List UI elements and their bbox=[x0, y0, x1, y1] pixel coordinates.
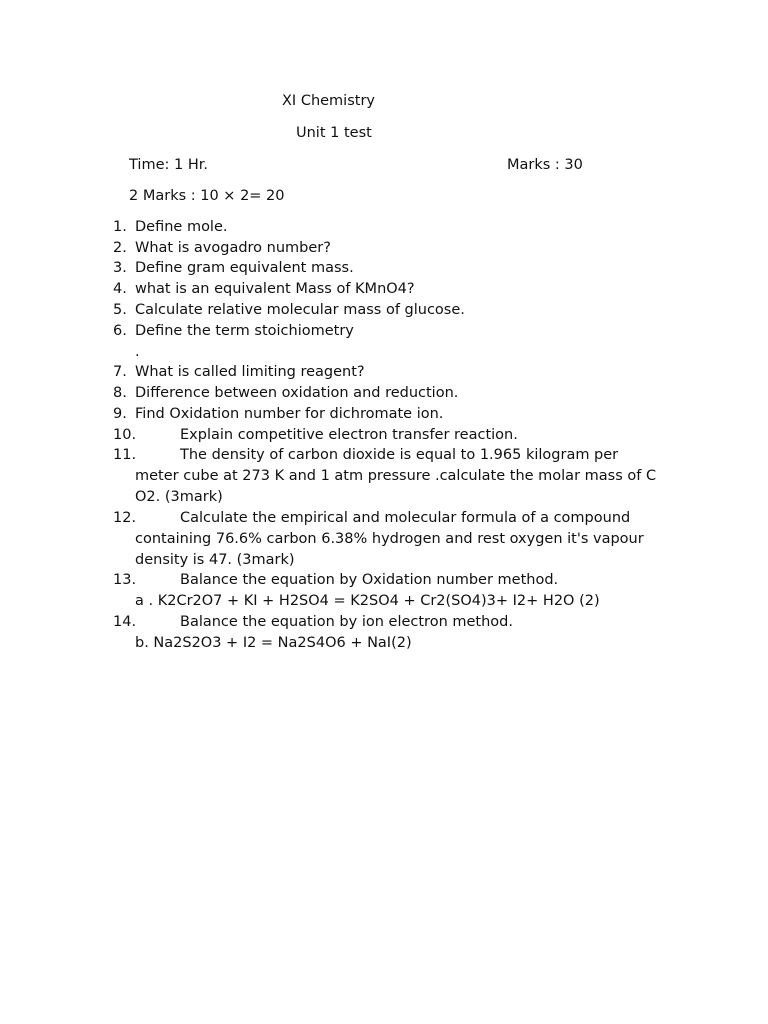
equation-text: a . K2Cr2O7 + KI + H2SO4 = K2SO4 + Cr2(SO4)3+ I2+ H2O (2) bbox=[135, 592, 600, 609]
marks-label: Marks : 30 bbox=[507, 157, 583, 173]
question-text: Calculate the empirical and molecular formula of a compound bbox=[180, 510, 631, 526]
question-text-continuation: meter cube at 273 K and 1 atm pressure .calculate the molar mass of C bbox=[135, 467, 657, 484]
question-number: 10. bbox=[113, 427, 137, 443]
question-text: what is an equivalent Mass of KMnO4? bbox=[135, 281, 415, 297]
question-item bbox=[113, 321, 693, 363]
question-number: 9. bbox=[113, 406, 127, 422]
question-item bbox=[113, 300, 693, 321]
question-number: 2. bbox=[113, 240, 127, 256]
question-text-continuation: O2. (3mark) bbox=[135, 488, 223, 505]
question-number: 3. bbox=[113, 260, 127, 276]
question-text: The density of carbon dioxide is equal to 1.965 kilogram per bbox=[180, 447, 619, 463]
question-text: Balance the equation by ion electron method. bbox=[180, 614, 513, 630]
question-text: Explain competitive electron transfer reaction. bbox=[180, 427, 518, 443]
question-number: 1. bbox=[113, 219, 127, 235]
question-text-continuation: containing 76.6% carbon 6.38% hydrogen and rest oxygen it's vapour bbox=[135, 530, 644, 547]
document-title: XI Chemistry bbox=[282, 93, 375, 109]
question-item bbox=[113, 425, 693, 446]
question-item bbox=[113, 362, 693, 383]
question-item bbox=[113, 279, 693, 300]
question-text: Define mole. bbox=[135, 219, 228, 235]
question-number: 11. bbox=[113, 447, 137, 463]
question-number: 4. bbox=[113, 281, 127, 297]
question-text: Define the term stoichiometry bbox=[135, 323, 354, 339]
question-item bbox=[113, 570, 693, 612]
question-text: Balance the equation by Oxidation number method. bbox=[180, 572, 559, 588]
question-text: What is called limiting reagent? bbox=[135, 364, 365, 380]
question-number: 8. bbox=[113, 385, 127, 401]
question-number: 5. bbox=[113, 302, 127, 318]
question-number: 14. bbox=[113, 614, 137, 630]
question-text-continuation: density is 47. (3mark) bbox=[135, 551, 295, 568]
question-text-continuation: . bbox=[135, 343, 140, 360]
question-item bbox=[113, 258, 693, 279]
question-item bbox=[113, 217, 693, 238]
question-item bbox=[113, 383, 693, 404]
time-label: Time: 1 Hr. bbox=[129, 157, 208, 173]
question-item bbox=[113, 238, 693, 259]
question-number: 6. bbox=[113, 323, 127, 339]
question-item bbox=[113, 445, 693, 507]
question-item bbox=[113, 404, 693, 425]
question-text: Find Oxidation number for dichromate ion. bbox=[135, 406, 444, 422]
equation-text: b. Na2S2O3 + I2 = Na2S4O6 + NaI(2) bbox=[135, 634, 412, 651]
question-number: 7. bbox=[113, 364, 127, 380]
question-item bbox=[113, 612, 693, 654]
question-item bbox=[113, 508, 693, 570]
question-text: Calculate relative molecular mass of glucose. bbox=[135, 302, 465, 318]
question-text: Define gram equivalent mass. bbox=[135, 260, 354, 276]
question-text: What is avogadro number? bbox=[135, 240, 331, 256]
question-number: 12. bbox=[113, 510, 137, 526]
question-text: Difference between oxidation and reduction. bbox=[135, 385, 459, 401]
document-subtitle: Unit 1 test bbox=[296, 125, 372, 141]
section-heading: 2 Marks : 10 × 2= 20 bbox=[129, 188, 285, 204]
question-number: 13. bbox=[113, 572, 137, 588]
